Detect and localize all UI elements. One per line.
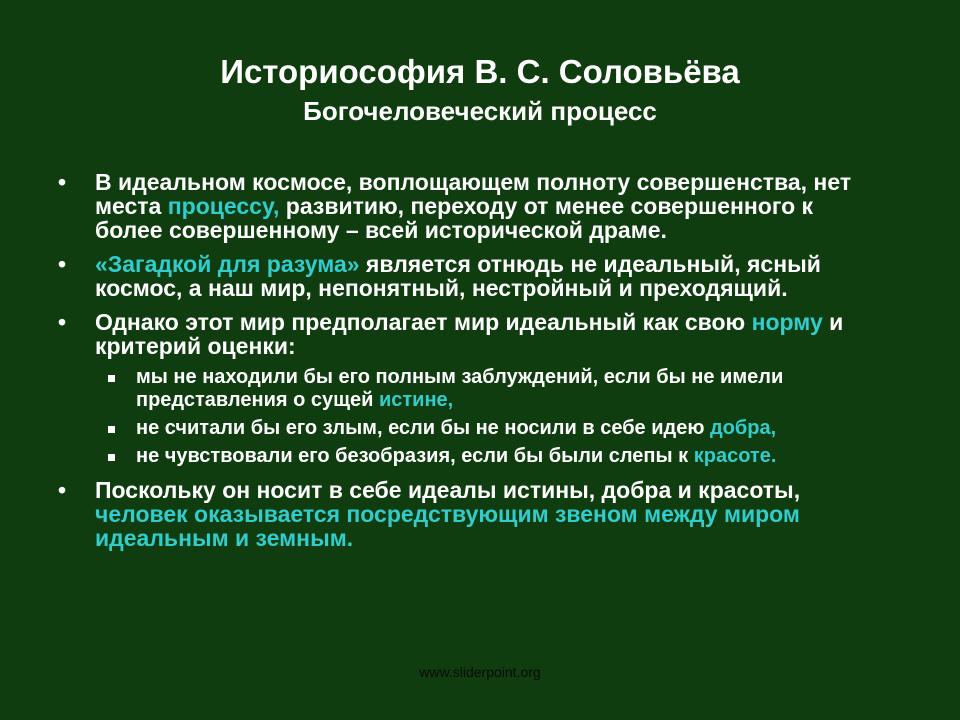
slide-title: Историософия В. С. Соловьёва <box>220 53 740 90</box>
highlighted-term: красоте. <box>693 445 777 467</box>
highlighted-term: добра, <box>709 417 777 439</box>
footer-watermark: www.sliderpoint.org <box>419 664 541 680</box>
highlighted-term: «Загадкой для разума» <box>95 251 360 277</box>
bullet-text: развитию, переходу от менее совершенного к более совершенному – всей исторической драме. <box>95 193 814 243</box>
sub-bullet-text: не чувствовали его безобразия, если бы были слепы к <box>136 445 694 467</box>
bullet-text: и критерий оценки: <box>95 309 844 359</box>
bullet-item <box>0 252 870 300</box>
square-bullet-icon <box>108 375 115 382</box>
sub-bullet-text: не считали бы его злым, если бы не носили в себе идею <box>136 417 710 439</box>
slide-subtitle: Богочеловеческий процесс <box>303 96 657 126</box>
sub-bullet-item <box>95 417 836 440</box>
bullet-dot-icon: • <box>58 477 67 503</box>
bullet-dot-icon: • <box>58 251 67 277</box>
highlighted-term: человек оказывается посредствующим звеном между миром идеальным и земным. <box>95 501 800 551</box>
sub-bullet-text: мы не находили бы его полным заблуждений, если бы не имели представления о сущей <box>136 366 784 411</box>
bullet-list <box>0 170 960 560</box>
square-bullet-icon <box>108 454 115 461</box>
highlighted-term: процессу, <box>167 193 280 219</box>
square-bullet-icon <box>108 426 115 433</box>
bullet-item <box>0 478 870 550</box>
sub-bullet-list <box>95 366 870 468</box>
highlighted-term: истине, <box>378 389 454 411</box>
bullet-text: Поскольку он носит в себе идеалы истины, добра и красоты, <box>95 477 801 503</box>
bullet-dot-icon: • <box>58 309 67 335</box>
bullet-text: Однако этот мир предполагает мир идеальный как свою <box>95 309 752 335</box>
highlighted-term: норму <box>751 309 823 335</box>
bullet-text: является отнюдь не идеальный, ясный космос, а наш мир, непонятный, нестройный и преходящий. <box>95 251 821 301</box>
bullet-dot-icon: • <box>58 169 67 195</box>
sub-bullet-item <box>95 366 836 412</box>
bullet-item <box>0 170 870 242</box>
bullet-text: В идеальном космосе, воплощающем полноту совершенства, нет места <box>95 169 852 219</box>
bullet-item <box>0 310 870 468</box>
sub-bullet-item <box>95 445 836 468</box>
